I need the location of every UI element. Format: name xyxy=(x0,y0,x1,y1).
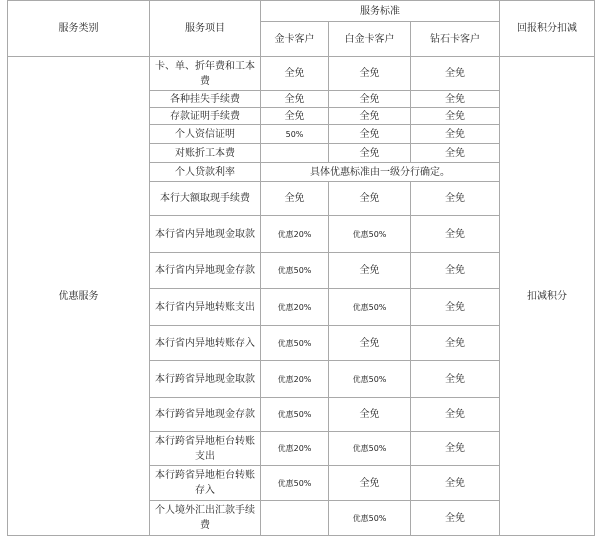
item-cell: 本行省内异地现金取款 xyxy=(150,216,261,253)
platinum-cell: 全免 xyxy=(329,125,411,144)
item-cell: 存款证明手续费 xyxy=(150,108,261,125)
header-platinum: 白金卡客户 xyxy=(329,22,411,57)
diamond-cell: 全免 xyxy=(411,398,500,432)
diamond-cell: 全免 xyxy=(411,501,500,536)
platinum-cell: 全免 xyxy=(329,144,411,163)
platinum-cell: 优惠50% xyxy=(329,289,411,326)
header-item: 服务项目 xyxy=(150,1,261,57)
gold-cell: 优惠50% xyxy=(261,466,329,501)
header-diamond: 钻石卡客户 xyxy=(411,22,500,57)
gold-cell: 优惠20% xyxy=(261,432,329,466)
item-cell: 本行省内异地现金存款 xyxy=(150,253,261,289)
diamond-cell: 全免 xyxy=(411,125,500,144)
item-cell: 各种挂失手续费 xyxy=(150,91,261,108)
gold-cell: 优惠50% xyxy=(261,326,329,361)
diamond-cell: 全免 xyxy=(411,144,500,163)
platinum-cell: 优惠50% xyxy=(329,361,411,398)
platinum-cell: 全免 xyxy=(329,398,411,432)
gold-cell: 优惠50% xyxy=(261,398,329,432)
header-category: 服务类别 xyxy=(8,1,150,57)
gold-cell: 50% xyxy=(261,125,329,144)
platinum-cell: 优惠50% xyxy=(329,501,411,536)
item-cell: 本行大额取现手续费 xyxy=(150,182,261,216)
merged-standard-cell: 具体优惠标准由一级分行确定。 xyxy=(261,163,500,182)
platinum-cell: 全免 xyxy=(329,91,411,108)
gold-cell: 优惠20% xyxy=(261,289,329,326)
header-points: 回报积分扣减 xyxy=(500,1,595,57)
item-cell: 个人资信证明 xyxy=(150,125,261,144)
gold-cell xyxy=(261,144,329,163)
gold-cell: 全免 xyxy=(261,108,329,125)
diamond-cell: 全免 xyxy=(411,182,500,216)
diamond-cell: 全免 xyxy=(411,253,500,289)
header-gold: 金卡客户 xyxy=(261,22,329,57)
gold-cell: 优惠20% xyxy=(261,216,329,253)
item-cell: 个人贷款利率 xyxy=(150,163,261,182)
item-cell: 对账折工本费 xyxy=(150,144,261,163)
gold-cell: 全免 xyxy=(261,57,329,91)
platinum-cell: 全免 xyxy=(329,253,411,289)
item-cell: 本行跨省异地现金取款 xyxy=(150,361,261,398)
item-cell: 本行省内异地转账存入 xyxy=(150,326,261,361)
item-cell: 本行跨省异地现金存款 xyxy=(150,398,261,432)
service-table xyxy=(7,0,595,536)
platinum-cell: 全免 xyxy=(329,466,411,501)
gold-cell: 全免 xyxy=(261,91,329,108)
platinum-cell: 优惠50% xyxy=(329,216,411,253)
category-cell: 优惠服务 xyxy=(8,57,150,536)
platinum-cell: 全免 xyxy=(329,57,411,91)
diamond-cell: 全免 xyxy=(411,466,500,501)
item-cell: 本行跨省异地柜台转账支出 xyxy=(150,432,261,466)
points-cell: 扣减积分 xyxy=(500,57,595,536)
diamond-cell: 全免 xyxy=(411,289,500,326)
table-row xyxy=(8,57,595,91)
diamond-cell: 全免 xyxy=(411,108,500,125)
platinum-cell: 优惠50% xyxy=(329,432,411,466)
diamond-cell: 全免 xyxy=(411,361,500,398)
item-cell: 本行跨省异地柜台转账存入 xyxy=(150,466,261,501)
item-cell: 卡、单、折年费和工本费 xyxy=(150,57,261,91)
diamond-cell: 全免 xyxy=(411,57,500,91)
diamond-cell: 全免 xyxy=(411,216,500,253)
diamond-cell: 全免 xyxy=(411,91,500,108)
diamond-cell: 全免 xyxy=(411,326,500,361)
platinum-cell: 全免 xyxy=(329,108,411,125)
gold-cell: 全免 xyxy=(261,182,329,216)
gold-cell: 优惠50% xyxy=(261,253,329,289)
item-cell: 本行省内异地转账支出 xyxy=(150,289,261,326)
diamond-cell: 全免 xyxy=(411,432,500,466)
platinum-cell: 全免 xyxy=(329,326,411,361)
platinum-cell: 全免 xyxy=(329,182,411,216)
item-cell: 个人境外汇出汇款手续费 xyxy=(150,501,261,536)
gold-cell: 优惠20% xyxy=(261,361,329,398)
gold-cell xyxy=(261,501,329,536)
header-standard: 服务标准 xyxy=(261,1,500,22)
